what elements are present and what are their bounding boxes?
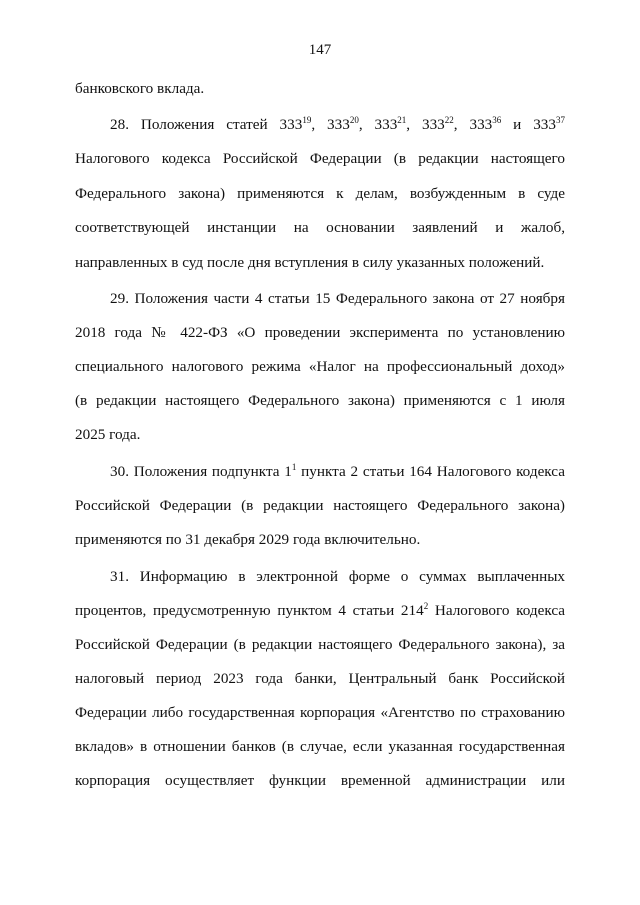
text-line: соответствующей инстанции на основании заявлений и жалоб,	[75, 219, 565, 236]
text-line: (в редакции настоящего Федерального закона) применяются с 1 июля	[75, 392, 565, 409]
text-line: Российской Федерации (в редакции настоящего Федерального закона), за	[75, 636, 565, 653]
text-line: 31. Информацию в электронной форме о суммах выплаченных	[110, 568, 565, 585]
text-line: Федерации либо государственная корпорация «Агентство по страхованию	[75, 704, 565, 721]
text-line: применяются по 31 декабря 2029 года включительно.	[75, 531, 421, 548]
superscript: 22	[444, 115, 454, 125]
superscript: 20	[349, 115, 359, 125]
text-line: банковского вклада.	[75, 80, 205, 97]
superscript: 37	[555, 115, 565, 125]
text-line: корпорация осуществляет функции временной администрации или	[75, 772, 565, 789]
text-line: 2018 года № 422-ФЗ «О проведении эксперимента по установлению	[75, 324, 565, 341]
superscript: 21	[397, 115, 407, 125]
superscript: 19	[302, 115, 312, 125]
superscript: 2	[423, 601, 429, 611]
text-line: 28. Положения статей $333^{19}$, $333^{20}$, $333^{21}$, $333^{22}$, $333^{36}$ и $333^{37}$	[110, 115, 565, 133]
text-line: Налогового кодекса Российской Федерации (в редакции настоящего	[75, 150, 565, 167]
text-line: 30. Положения подпункта $1^1$ пункта 2 статьи 164 Налогового кодекса	[110, 462, 565, 480]
superscript: 1	[291, 462, 297, 472]
text-line: налоговый период 2023 года банки, Центральный банк Российской	[75, 670, 565, 687]
text-line: Российской Федерации (в редакции настоящего Федерального закона)	[75, 497, 565, 514]
text-line: специального налогового режима «Налог на профессиональный доход»	[75, 358, 565, 375]
text-line: 29. Положения части 4 статьи 15 Федерального закона от 27 ноября	[110, 290, 565, 307]
text-line: процентов, предусмотренную пунктом 4 статьи $214^2$ Налогового кодекса	[75, 601, 565, 619]
superscript: 36	[492, 115, 502, 125]
page-number: 147	[308, 42, 332, 58]
text-line: 2025 года.	[75, 426, 141, 443]
text-line: Федерального закона) применяются к делам, возбужденным в суде	[75, 185, 565, 202]
text-line: вкладов» в отношении банков (в случае, если указанная государственная	[75, 738, 565, 755]
text-line: направленных в суд после дня вступления в силу указанных положений.	[75, 254, 545, 271]
